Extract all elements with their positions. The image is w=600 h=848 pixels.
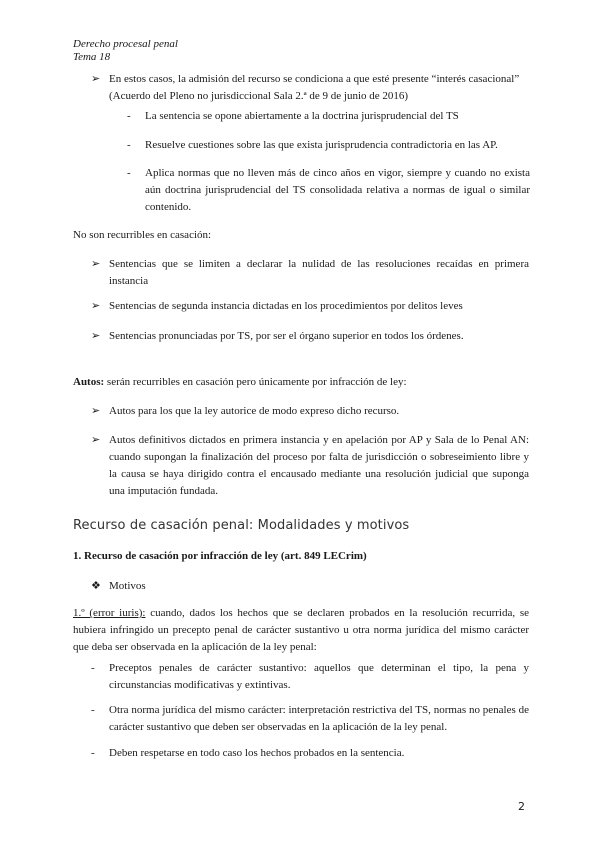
autos-text: serán recurribles en casación pero únicamente por infracción de ley:: [104, 376, 407, 388]
dash-bullet: -: [91, 704, 95, 716]
dash-bullet: -: [127, 139, 131, 151]
motivo1-item: Preceptos penales de carácter sustantivo: aquellos que determinan el tipo, la pena y circunstancias modificativas y extintivas.: [109, 662, 529, 691]
header-title: Derecho procesal penal: [73, 38, 178, 50]
no-recurribles-heading: No son recurribles en casación:: [73, 229, 212, 241]
no-recurrible-item: Sentencias que se limiten a declarar la nulidad de las resoluciones recaídas en primera instancia: [109, 258, 529, 287]
motivo1-label: 1.º (error iuris):: [73, 607, 146, 619]
motivo1-text: cuando, dados los hechos que se declaren probados en la resolución recurrida, se hubiera infringido un precepto penal de carácter sustantivo u otra norma jurídica del mismo carácter que deba ser observada en la aplicación de la ley penal:: [73, 607, 529, 653]
arrow-bullet-icon: ➢: [91, 405, 101, 417]
motivo1-item: Otra norma jurídica del mismo carácter: interpretación restrictiva del TS, normas no penales de carácter sustantivo que deben ser observadas en la aplicación de la ley penal.: [109, 704, 529, 733]
interes-item: Aplica normas que no lleven más de cinco años en vigor, siempre y cuando no exista aún doctrina jurisprudencial del TS consolidada relativa a normas de igual o similar contenido.: [145, 167, 530, 213]
arrow-bullet-icon: ➢: [91, 330, 101, 342]
dash-bullet: -: [127, 110, 131, 122]
arrow-bullet-icon: ➢: [91, 73, 101, 85]
autos-label: Autos:: [73, 376, 105, 388]
no-recurrible-item: Sentencias de segunda instancia dictadas en los procedimientos por delitos leves: [109, 300, 463, 312]
autos-item: Autos definitivos dictados en primera instancia y en apelación por AP y Sala de lo Penal AN: cuando supongan la finalización del proceso por falta de jurisdicción o sobreseimiento libre y la causa se haya dirigido contra el encausado mediante una resolución judicial que suponga una imputación fundada.: [109, 434, 529, 497]
dash-bullet: -: [91, 662, 95, 674]
section-title: Recurso de casación penal: Modalidades y motivos: [73, 518, 410, 533]
arrow-bullet-icon: ➢: [91, 258, 101, 270]
intro-paragraph: En estos casos, la admisión del recurso se condiciona a que esté presente “interés casacional” (Acuerdo del Pleno no jurisdiccional Sala 2.ª de 9 de junio de 2016): [109, 73, 520, 102]
dash-bullet: -: [127, 167, 131, 179]
arrow-bullet-icon: ➢: [91, 434, 101, 446]
interes-item: Resuelve cuestiones sobre las que exista jurisprudencia contradictoria en las AP.: [145, 139, 498, 151]
motivos-label: Motivos: [109, 580, 146, 592]
autos-paragraph: [73, 374, 533, 391]
header-subtitle: Tema 18: [73, 51, 111, 63]
motivo1-paragraph: [73, 605, 529, 656]
autos-item: Autos para los que la ley autorice de modo expreso dicho recurso.: [109, 405, 400, 417]
subsection-title: 1. Recurso de casación por infracción de ley (art. 849 LECrim): [73, 550, 367, 562]
no-recurrible-item: Sentencias pronunciadas por TS, por ser el órgano superior en todos los órdenes.: [109, 330, 464, 342]
page-number: 2: [518, 800, 525, 813]
dash-bullet: -: [91, 747, 95, 759]
diamond-bullet-icon: ❖: [91, 580, 101, 592]
interes-item: La sentencia se opone abiertamente a la doctrina jurisprudencial del TS: [145, 110, 459, 122]
motivo1-item: Deben respetarse en todo caso los hechos probados en la sentencia.: [109, 747, 405, 759]
arrow-bullet-icon: ➢: [91, 300, 101, 312]
